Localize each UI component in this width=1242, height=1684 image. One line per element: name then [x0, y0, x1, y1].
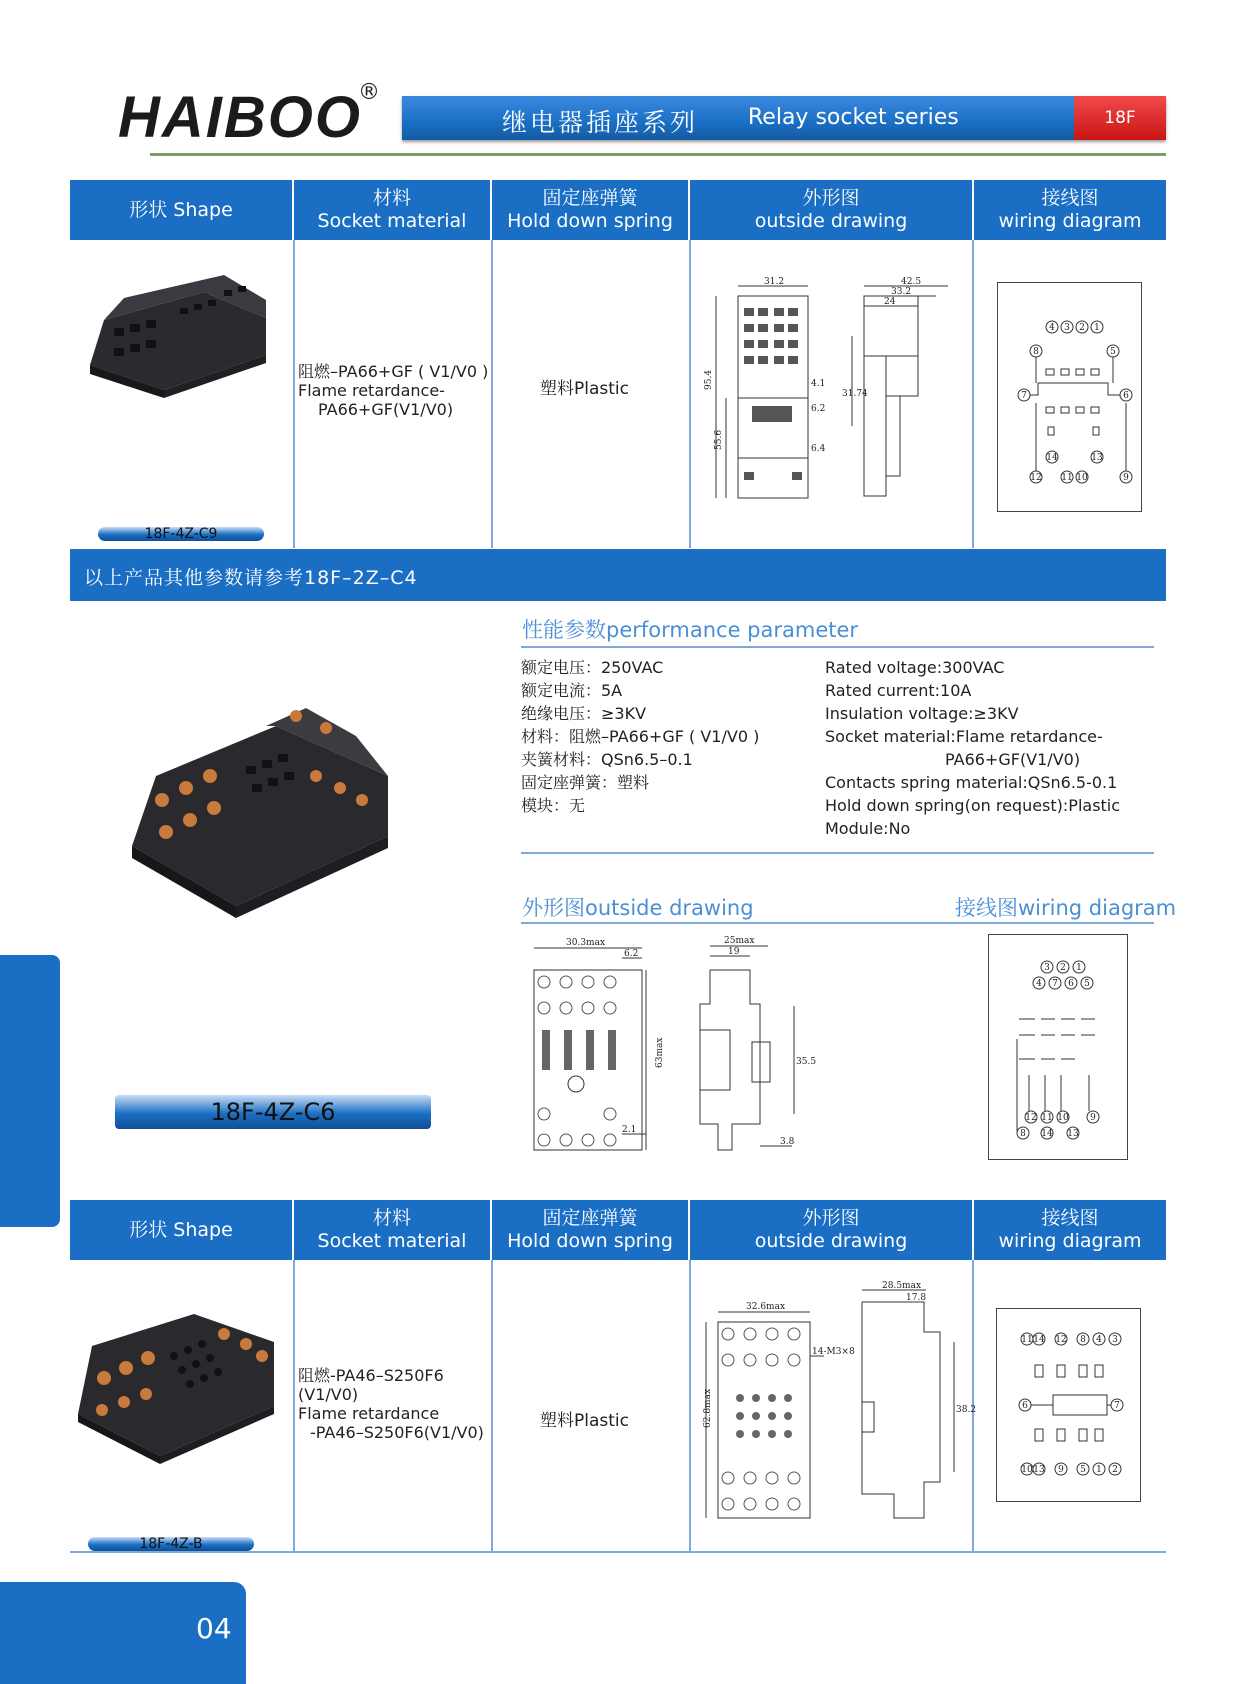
col-wiring [974, 180, 1166, 240]
product1-material [298, 362, 488, 419]
pin-label: 4 [1036, 979, 1042, 989]
page-number: 04 [196, 1612, 232, 1645]
pin-label: 1 [1096, 1465, 1102, 1475]
material-line: 阻燃–PA66+GF ( V1/V0 ) [298, 362, 489, 381]
spec-en-line: Module:No [825, 819, 911, 838]
dim-label: 3.8 [780, 1137, 795, 1147]
pin-label: 5 [1084, 979, 1090, 989]
spec-cn-line: 模块：无 [521, 796, 586, 815]
product3-material [298, 1366, 484, 1442]
series-code-badge [1074, 96, 1166, 140]
spec-cn-line: 额定电流：5A [521, 681, 623, 700]
dim-label: 2.1 [622, 1125, 637, 1135]
outside-drawing-18f-4z-c6 [522, 934, 822, 1170]
product1-spring: 塑料Plastic [540, 379, 629, 399]
spec-cn-line: 材料：阻燃–PA66+GF ( V1/V0 ) [521, 727, 760, 746]
dim-label: 62.8max [703, 1388, 713, 1428]
note-bar [70, 549, 1166, 601]
col-spring-en: Hold down spring [507, 210, 673, 232]
pin-label: 8 [1080, 1335, 1086, 1345]
col-material-cn: 材料 [372, 1207, 411, 1229]
pin-label: 13 [1033, 1465, 1045, 1475]
product-photo-18f-4z-b [74, 1306, 278, 1466]
pin-label: 3 [1064, 323, 1070, 333]
note-text: 以上产品其他参数请参考18F–2Z–C4 [84, 567, 418, 589]
dim-label: 55.6 [714, 429, 724, 450]
banner-title-cn: 继电器插座系列 [502, 108, 699, 137]
dim-label: 35.5 [796, 1057, 817, 1067]
dim-label: 6.4 [811, 444, 826, 454]
dim-label: 33.2 [891, 287, 912, 297]
material-line: Flame retardance- [298, 381, 445, 400]
col-spring-cn: 固定座弹簧 [542, 1207, 638, 1229]
pin-label: 2 [1060, 963, 1066, 973]
pin-label: 7 [1114, 1401, 1120, 1411]
pin-label: 3 [1044, 963, 1050, 973]
banner-title-en: Relay socket series [748, 105, 959, 130]
wiring-title: 接线图wiring diagram [955, 896, 1177, 920]
pin-label: 9 [1058, 1465, 1064, 1475]
spec-cn-line: 绝缘电压：≥3KV [521, 704, 647, 723]
wiring-diagram-18f-4z-c9 [997, 282, 1142, 512]
dim-label: 6.2 [624, 949, 639, 959]
material-line: Flame retardance [298, 1404, 440, 1423]
col-outside-en: outside drawing [754, 1230, 908, 1252]
pin-label: 8 [1020, 1129, 1026, 1139]
pin-label: 14 [1033, 1335, 1045, 1345]
pin-label: 9 [1123, 473, 1129, 483]
dim-label: 24 [884, 297, 896, 307]
pin-label: 14 [1041, 1129, 1053, 1139]
col-wiring-cn: 接线图 [1041, 1207, 1099, 1229]
col-material-cn: 材料 [372, 187, 411, 209]
col-outside-cn: 外形图 [802, 187, 860, 209]
spec-en-line: Hold down spring(on request):Plastic [825, 796, 1121, 815]
product-photo-18f-4z-c9 [84, 270, 276, 400]
series-banner [402, 96, 1166, 140]
pin-label: 8 [1033, 347, 1039, 357]
col-outside [690, 180, 974, 240]
dim-label: 19 [728, 947, 740, 957]
t2-bottom-rule [70, 1551, 1166, 1553]
col-wiring [974, 1200, 1166, 1260]
pin-label: 13 [1091, 453, 1103, 463]
side-tab [0, 955, 60, 1227]
col-shape-label: 形状 Shape [129, 1218, 233, 1241]
pin-label: 5 [1110, 347, 1116, 357]
dim-label: 32.6max [746, 1302, 786, 1312]
dim-label: 28.5max [882, 1281, 922, 1291]
col-shape [70, 1200, 294, 1260]
outside-drawing-18f-4z-b [694, 1281, 977, 1538]
wiring-diagram-18f-4z-b [996, 1308, 1141, 1502]
pin-label: 14 [1046, 453, 1058, 463]
pin-label: 12 [1030, 473, 1042, 483]
perf-title: 性能参数performance parameter [522, 618, 859, 642]
wiring-diagram-18f-4z-c6 [988, 934, 1128, 1160]
pin-label: 2 [1112, 1465, 1118, 1475]
pin-label: 3 [1112, 1335, 1118, 1345]
registered-mark: ® [358, 80, 380, 105]
spec-cn-line: 固定座弹簧：塑料 [521, 773, 650, 792]
dim-label: 14-M3×8 [812, 1347, 855, 1357]
pin-label: 11 [1021, 1335, 1033, 1345]
dim-label: 95.4 [704, 369, 714, 390]
spec-en-line: PA66+GF(V1/V0) [945, 750, 1081, 769]
spec-cn-line: 额定电压：250VAC [521, 658, 664, 677]
model-label-18f-4z-c9 [98, 527, 264, 541]
pin-label: 7 [1021, 391, 1027, 401]
col-outside-cn: 外形图 [802, 1207, 860, 1229]
dim-label: 17.8 [906, 1293, 927, 1303]
col-spring-en: Hold down spring [507, 1230, 673, 1252]
pin-label: 6 [1123, 391, 1129, 401]
pin-label: 10 [1076, 473, 1088, 483]
pin-label: 7 [1052, 979, 1058, 989]
col-material-en: Socket material [317, 1230, 467, 1252]
model-text: 18F-4Z-C6 [210, 1098, 336, 1126]
pin-label: 1 [1094, 323, 1100, 333]
drawing-rule [521, 922, 1154, 924]
t1-divider [689, 240, 691, 548]
spec-en-line: Rated voltage:300VAC [825, 658, 1005, 677]
outside-title: 外形图outside drawing [522, 896, 754, 920]
model-text: 18F-4Z-B [139, 1536, 203, 1552]
t2-divider [491, 1260, 493, 1552]
page-number-tab [0, 1582, 246, 1684]
pin-label: 11 [1041, 1113, 1053, 1123]
t1-divider [491, 240, 493, 548]
pin-label: 10 [1057, 1113, 1069, 1123]
table2-header [70, 1200, 1166, 1260]
specs-en [825, 656, 1120, 840]
col-outside [690, 1200, 974, 1260]
dim-label: 25max [724, 936, 755, 946]
t2-divider [689, 1260, 691, 1552]
spec-en-line: Contacts spring material:QSn6.5-0.1 [825, 773, 1118, 792]
spec-en-line: Socket material:Flame retardance- [825, 727, 1103, 746]
col-shape-label: 形状 Shape [129, 198, 233, 221]
specs-cn [521, 656, 759, 817]
col-wiring-en: wiring diagram [998, 210, 1142, 232]
col-spring [492, 180, 690, 240]
col-spring-cn: 固定座弹簧 [542, 187, 638, 209]
dim-label: 4.1 [811, 379, 826, 389]
col-outside-en: outside drawing [754, 210, 908, 232]
t1-divider [972, 240, 974, 548]
table1-header [70, 180, 1166, 240]
pin-label: 4 [1049, 323, 1055, 333]
dim-label: 6.2 [811, 404, 826, 414]
model-label-18f-4z-c6 [115, 1095, 431, 1129]
perf-bottom-rule [521, 852, 1154, 854]
model-text: 18F-4Z-C9 [144, 526, 218, 542]
dim-label: 63max [655, 1037, 665, 1068]
pin-label: 5 [1080, 1465, 1086, 1475]
col-shape [70, 180, 294, 240]
dim-label: 31.74 [842, 389, 868, 399]
col-material [294, 180, 492, 240]
pin-label: 9 [1090, 1113, 1096, 1123]
dim-label: 31.2 [764, 277, 785, 287]
col-spring [492, 1200, 690, 1260]
material-line: PA66+GF(V1/V0) [318, 400, 454, 419]
perf-top-rule [521, 646, 1154, 648]
pin-label: 12 [1055, 1335, 1067, 1345]
header-underline [150, 153, 1166, 156]
brand-logo [118, 80, 380, 150]
series-code: 18F [1104, 108, 1136, 128]
material-line: (V1/V0) [298, 1385, 359, 1404]
pin-label: 12 [1025, 1113, 1037, 1123]
col-material [294, 1200, 492, 1260]
dim-label: 30.3max [566, 938, 606, 948]
dim-label: 42.5 [901, 277, 922, 287]
pin-label: 6 [1022, 1401, 1028, 1411]
outside-drawing-18f-4z-c9 [696, 276, 966, 536]
model-label-18f-4z-b [88, 1537, 254, 1551]
spec-cn-line: 夹簧材料：QSn6.5–0.1 [521, 750, 693, 769]
spec-en-line: Rated current:10A [825, 681, 972, 700]
col-material-en: Socket material [317, 210, 467, 232]
pin-label: 6 [1068, 979, 1074, 989]
product3-spring: 塑料Plastic [540, 1411, 629, 1431]
product-photo-18f-4z-c6 [126, 696, 398, 920]
pin-label: 10 [1021, 1465, 1033, 1475]
pin-label: 1 [1076, 963, 1082, 973]
material-line: 阻燃-PA46–S250F6 [298, 1366, 444, 1385]
pin-label: 11 [1061, 473, 1073, 483]
pin-label: 4 [1096, 1335, 1102, 1345]
col-wiring-en: wiring diagram [998, 1230, 1142, 1252]
logo-text: HAIBOO [118, 85, 362, 150]
pin-label: 13 [1067, 1129, 1079, 1139]
spec-en-line: Insulation voltage:≥3KV [825, 704, 1019, 723]
t1-divider [293, 240, 295, 548]
t2-divider [293, 1260, 295, 1552]
material-line: -PA46–S250F6(V1/V0) [310, 1423, 484, 1442]
pin-label: 2 [1079, 323, 1085, 333]
dim-label: 38.2 [956, 1405, 977, 1415]
col-wiring-cn: 接线图 [1041, 187, 1099, 209]
